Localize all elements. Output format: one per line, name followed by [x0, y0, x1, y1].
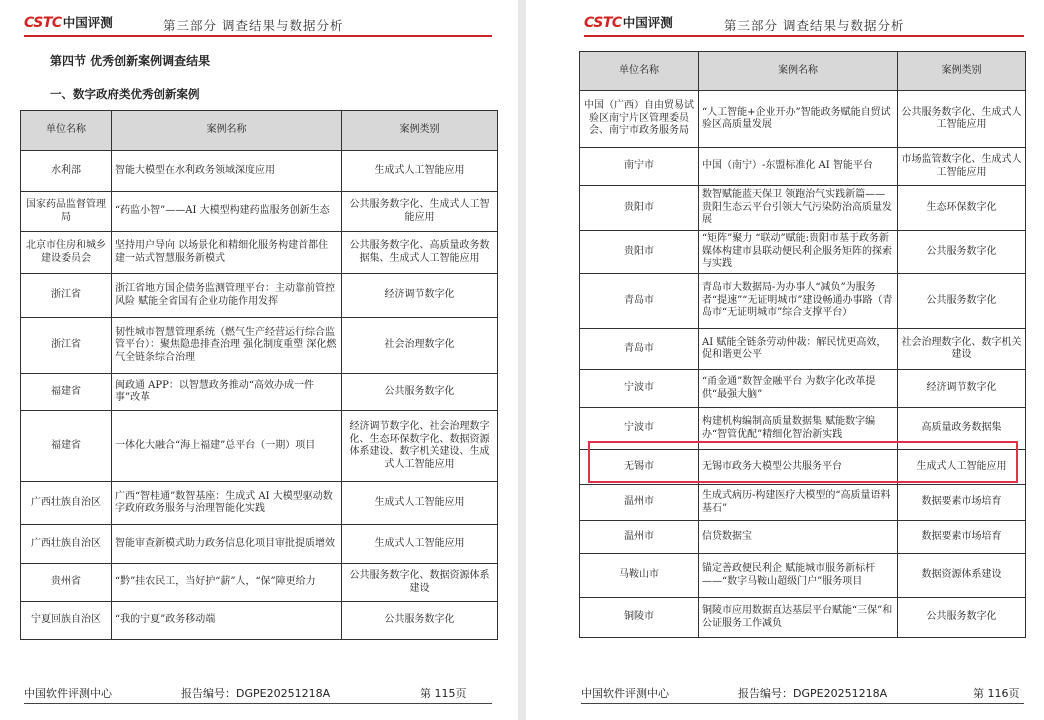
- header-title: 第三部分 调查结果与数据分析: [163, 18, 344, 33]
- column-header-unit: 单位名称: [580, 52, 699, 91]
- column-header-unit: 单位名称: [21, 111, 112, 151]
- unit-cell: 福建省: [21, 374, 112, 411]
- case-cell: “甬金通”数智金融平台 为数字化改革提供“最强大脑”: [699, 370, 898, 408]
- unit-cell: 温州市: [580, 521, 699, 554]
- table-row: [580, 186, 1026, 231]
- unit-cell: 广西壮族自治区: [21, 482, 112, 525]
- table-row: [580, 329, 1026, 370]
- table-header-row: [21, 111, 498, 151]
- table-row: [21, 482, 498, 525]
- category-cell: 公共服务数字化、生成式人工智能应用: [342, 192, 498, 232]
- table-row: [21, 602, 498, 640]
- category-cell: 公共服务数字化、高质量政务数据集、生成式人工智能应用: [342, 232, 498, 274]
- cases-table-right: [579, 51, 1026, 638]
- case-cell: “人工智能+企业开办”智能政务赋能自贸试验区高质量发展: [699, 91, 898, 148]
- cstc-logo: CSTC中国评测: [24, 15, 113, 31]
- case-cell: “黔”挂农民工，当好护“薪”人，“保”障更给力: [112, 564, 342, 602]
- case-cell: AI 赋能全链条劳动仲裁：解民忧更高效，促和谐更公平: [699, 329, 898, 370]
- category-cell: 经济调节数字化: [342, 274, 498, 318]
- category-cell: 公共服务数字化: [898, 231, 1026, 274]
- category-cell: 公共服务数字化: [342, 602, 498, 640]
- category-cell: 社会治理数字化、数字机关建设: [898, 329, 1026, 370]
- table-row: [580, 450, 1026, 485]
- footer-rule: [24, 703, 492, 704]
- case-cell: 智能大模型在水利政务领域深度应用: [112, 151, 342, 192]
- table-row: [21, 564, 498, 602]
- case-cell: 闽政通 APP：以智慧政务推动“高效办成一件事”改革: [112, 374, 342, 411]
- category-cell: 经济调节数字化、社会治理数字化、生态环保数字化、数据资源体系建设、数字机关建设、生成式人工智能应用: [342, 411, 498, 482]
- left-page: [0, 0, 518, 720]
- column-header-case: 案例名称: [699, 52, 898, 91]
- column-header-category: 案例类别: [342, 111, 498, 151]
- case-cell: 青岛市大数据局-为办事人“减负”为服务者“提速”“无证明城市”建设畅通办事路（青岛市“无证明城市”综合支撑平台）: [699, 274, 898, 329]
- unit-cell: 广西壮族自治区: [21, 525, 112, 564]
- header-rule: [584, 35, 1024, 37]
- table-header-row: [580, 52, 1026, 91]
- footer-org: 中国软件评测中心: [581, 687, 669, 700]
- footer-page-number: 第 115页: [420, 687, 467, 700]
- case-cell: 铜陵市应用数据直达基层平台赋能“三保”和公证服务工作减负: [699, 598, 898, 638]
- section-title: 第四节 优秀创新案例调查结果: [50, 54, 211, 68]
- category-cell: 公共服务数字化: [898, 598, 1026, 638]
- case-cell: 构建机构编制高质量数据集 赋能数字编办“智管优配”精细化智治新实践: [699, 408, 898, 450]
- case-cell: “药监小智”——AI 大模型构建药监服务创新生态: [112, 192, 342, 232]
- unit-cell: 北京市住房和城乡建设委员会: [21, 232, 112, 274]
- category-cell: 公共服务数字化: [898, 274, 1026, 329]
- table-row-highlighted: [580, 408, 1026, 450]
- table-row: [580, 274, 1026, 329]
- category-cell: 生态环保数字化: [898, 186, 1026, 231]
- table-row: [21, 374, 498, 411]
- case-cell: 信贷数据宝: [699, 521, 898, 554]
- table-row: [21, 318, 498, 374]
- category-cell: 市场监管数字化、生成式人工智能应用: [898, 148, 1026, 186]
- case-cell: “矩阵”聚力 “联动”赋能:贵阳市基于政务新媒体构建市县联动便民利企服务矩阵的探索与实践: [699, 231, 898, 274]
- table-row: [580, 231, 1026, 274]
- category-cell: 数据要素市场培育: [898, 485, 1026, 521]
- unit-cell: 水利部: [21, 151, 112, 192]
- unit-cell: 国家药品监督管理局: [21, 192, 112, 232]
- category-cell: 公共服务数字化、生成式人工智能应用: [898, 91, 1026, 148]
- unit-cell: 贵州省: [21, 564, 112, 602]
- unit-cell: 青岛市: [580, 329, 699, 370]
- category-cell: 社会治理数字化: [342, 318, 498, 374]
- cases-table-left: [20, 110, 498, 640]
- table-row: [580, 370, 1026, 408]
- case-cell: 浙江省地方国企债务监测管理平台：主动靠前管控风险 赋能全省国有企业功能作用发挥: [112, 274, 342, 318]
- footer-rule: [581, 703, 1024, 704]
- table-row: [580, 521, 1026, 554]
- case-cell: “我的宁夏”政务移动端: [112, 602, 342, 640]
- table-row: [580, 554, 1026, 598]
- header-title: 第三部分 调查结果与数据分析: [724, 18, 905, 33]
- table-row: [580, 148, 1026, 186]
- unit-cell: 福建省: [21, 411, 112, 482]
- table-row: [21, 151, 498, 192]
- unit-cell: 无锡市: [580, 450, 699, 485]
- case-cell: 中国（南宁）-东盟标准化 AI 智能平台: [699, 148, 898, 186]
- unit-cell: 马鞍山市: [580, 554, 699, 598]
- unit-cell: 南宁市: [580, 148, 699, 186]
- case-cell: 广西“智桂通”数智基座：生成式 AI 大模型驱动数字政府政务服务与治理智能化实践: [112, 482, 342, 525]
- case-cell: 锚定善政便民利企 赋能城市服务新标杆——“数字马鞍山超级门户”服务项目: [699, 554, 898, 598]
- table-row: [580, 91, 1026, 148]
- case-cell: 生成式病历-构建医疗大模型的“高质量语料基石”: [699, 485, 898, 521]
- category-cell: 生成式人工智能应用: [342, 151, 498, 192]
- column-header-case: 案例名称: [112, 111, 342, 151]
- table-row: [21, 192, 498, 232]
- category-cell: 经济调节数字化: [898, 370, 1026, 408]
- cstc-logo: CSTC中国评测: [584, 15, 673, 31]
- footer-report-no: 报告编号：DGPE20251218A: [738, 687, 888, 700]
- table-row: [21, 232, 498, 274]
- category-cell: 公共服务数字化、数据资源体系建设: [342, 564, 498, 602]
- footer-page-number: 第 116页: [973, 687, 1020, 700]
- unit-cell: 贵阳市: [580, 186, 699, 231]
- case-cell: 坚持用户导向 以场景化和精细化服务构建首都住建一站式智慧服务新模式: [112, 232, 342, 274]
- unit-cell: 宁夏回族自治区: [21, 602, 112, 640]
- subsection-title: 一、数字政府类优秀创新案例: [50, 87, 200, 101]
- unit-cell: 中国（广西）自由贸易试验区南宁片区管理委员会、南宁市政务服务局: [580, 91, 699, 148]
- unit-cell: 浙江省: [21, 274, 112, 318]
- case-cell: 韧性城市智慧管理系统（燃气生产经营运行综合监管平台）：聚焦隐患排查治理 强化制度重塑 深化燃气全链条综合治理: [112, 318, 342, 374]
- unit-cell: 浙江省: [21, 318, 112, 374]
- category-cell: 生成式人工智能应用: [342, 525, 498, 564]
- category-cell: 数据要素市场培育: [898, 521, 1026, 554]
- category-cell: 生成式人工智能应用: [898, 450, 1026, 485]
- header-rule: [24, 35, 492, 37]
- unit-cell: 温州市: [580, 485, 699, 521]
- case-cell: 一体化大融合“海上福建”总平台（一期）项目: [112, 411, 342, 482]
- table-row: [21, 525, 498, 564]
- table-row: [580, 485, 1026, 521]
- table-row: [21, 411, 498, 482]
- case-cell: 无锡市政务大模型公共服务平台: [699, 450, 898, 485]
- table-row: [580, 598, 1026, 638]
- unit-cell: 贵阳市: [580, 231, 699, 274]
- unit-cell: 青岛市: [580, 274, 699, 329]
- case-cell: 数智赋能蓝天保卫 领跑治气实践新篇——贵阳生态云平台引领大气污染防治高质量发展: [699, 186, 898, 231]
- category-cell: 生成式人工智能应用: [342, 482, 498, 525]
- footer-report-no: 报告编号：DGPE20251218A: [181, 687, 331, 700]
- case-cell: 智能审查新模式助力政务信息化项目审批提质增效: [112, 525, 342, 564]
- table-row: [21, 274, 498, 318]
- category-cell: 公共服务数字化: [342, 374, 498, 411]
- column-header-category: 案例类别: [898, 52, 1026, 91]
- footer-org: 中国软件评测中心: [24, 687, 112, 700]
- unit-cell: 宁波市: [580, 370, 699, 408]
- unit-cell: 铜陵市: [580, 598, 699, 638]
- category-cell: 数据资源体系建设: [898, 554, 1026, 598]
- unit-cell: 宁波市: [580, 408, 699, 450]
- category-cell: 高质量政务数据集: [898, 408, 1026, 450]
